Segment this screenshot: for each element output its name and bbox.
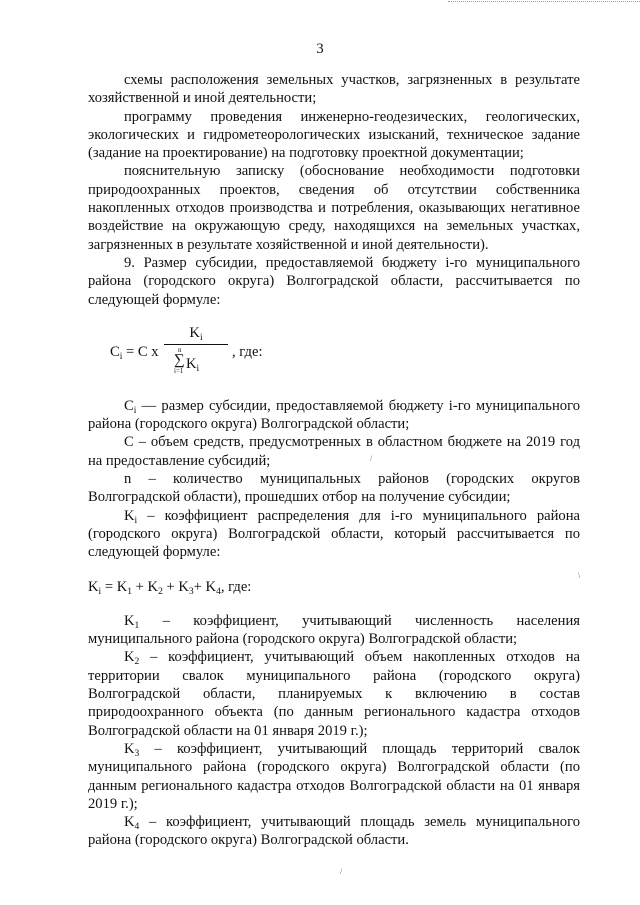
- paragraph-subsidy-size: 9. Размер субсидии, предоставляемой бюджету i-го муниципального района (городского округа) Волгоградской области, рассчитывается по следующей формуле:: [88, 254, 580, 308]
- definition-k3: $K_3$ – коэффициент, учитывающий площадь территорий свалок муниципального района (городского округа) Волгоградской области (по данным регионального кадастра отходов Волгоградской области на 01 января 2019 г.);: [88, 740, 580, 812]
- definition-k1: $K_1$ – коэффициент, учитывающий численность населения муниципального района (городского округа) Волгоградской области;: [88, 612, 580, 648]
- sum-symbol: ∑: [174, 351, 185, 368]
- top-edge-line: [448, 1, 640, 2]
- definition-ki: $K_i$ – коэффициент распределения для i-го муниципального района (городского округа) Волгоградской области, который рассчитывается по следующей формуле:: [88, 507, 580, 561]
- page-number: 3: [316, 41, 324, 57]
- paragraph-program: программу проведения инженерно-геодезических, геологических, экологических и гидрометеорологических изысканий, техническое задание (задание на проектирование) на подготовку проектной документации;: [88, 108, 580, 162]
- definition-k4: $K_4$ – коэффициент, учитывающий площадь земель муниципального района (городского округа) Волгоградской области.: [88, 814, 580, 849]
- definition-k2: $K_2$ – коэффициент, учитывающий объем накопленных отходов на территории свалок муниципального района (городского округа) Волгоградской области, планируемых к включению в состав природоохранного объекта (по данным регионального кадастра отходов Волгоградской области на 01 января 2019 г.);: [88, 649, 580, 739]
- formula-fraction: [164, 324, 228, 381]
- coefficient-formula: $K_i = K_1 + K_2 + K_3+ K_4$, где:: [88, 578, 252, 597]
- scan-speck: \: [578, 571, 581, 580]
- subsidy-formula: [88, 324, 580, 384]
- document-body: [88, 71, 580, 850]
- fraction-numerator: $K_i$: [189, 324, 203, 343]
- formula-suffix: , где:: [232, 343, 263, 360]
- formula-lhs: $C_i = C$ x: [110, 343, 159, 362]
- paragraph-explanatory-note: пояснительную записку (обоснование необходимости подготовки природоохранных проектов, сведения об отсутствии собственника накопленных отходов производства и потребления, оказывающих негативное воздействие на окружающую среду, находящихся на земельных участках, загрязненных в результате хозяйственной и иной деятельности).: [88, 163, 580, 253]
- definition-n: n – количество муниципальных районов (городских округов Волгоградской области), прошедших отбор на получение субсидии;: [88, 471, 580, 506]
- scan-speck: /: [370, 454, 373, 463]
- definition-ci: $C_i$ — размер субсидии, предоставляемой бюджету i-го муниципального района (городского округа) Волгоградской области;: [88, 397, 580, 433]
- paragraph-schemes: схемы расположения земельных участков, загрязненных в результате хозяйственной и иной деятельности;: [88, 72, 580, 107]
- fraction-denominator: n ∑ i=1 $K_i$: [174, 345, 200, 375]
- scan-speck: /: [340, 867, 343, 876]
- definition-c: C – объем средств, предусмотренных в областном бюджете на 2019 год на предоставление субсидий;: [88, 434, 580, 469]
